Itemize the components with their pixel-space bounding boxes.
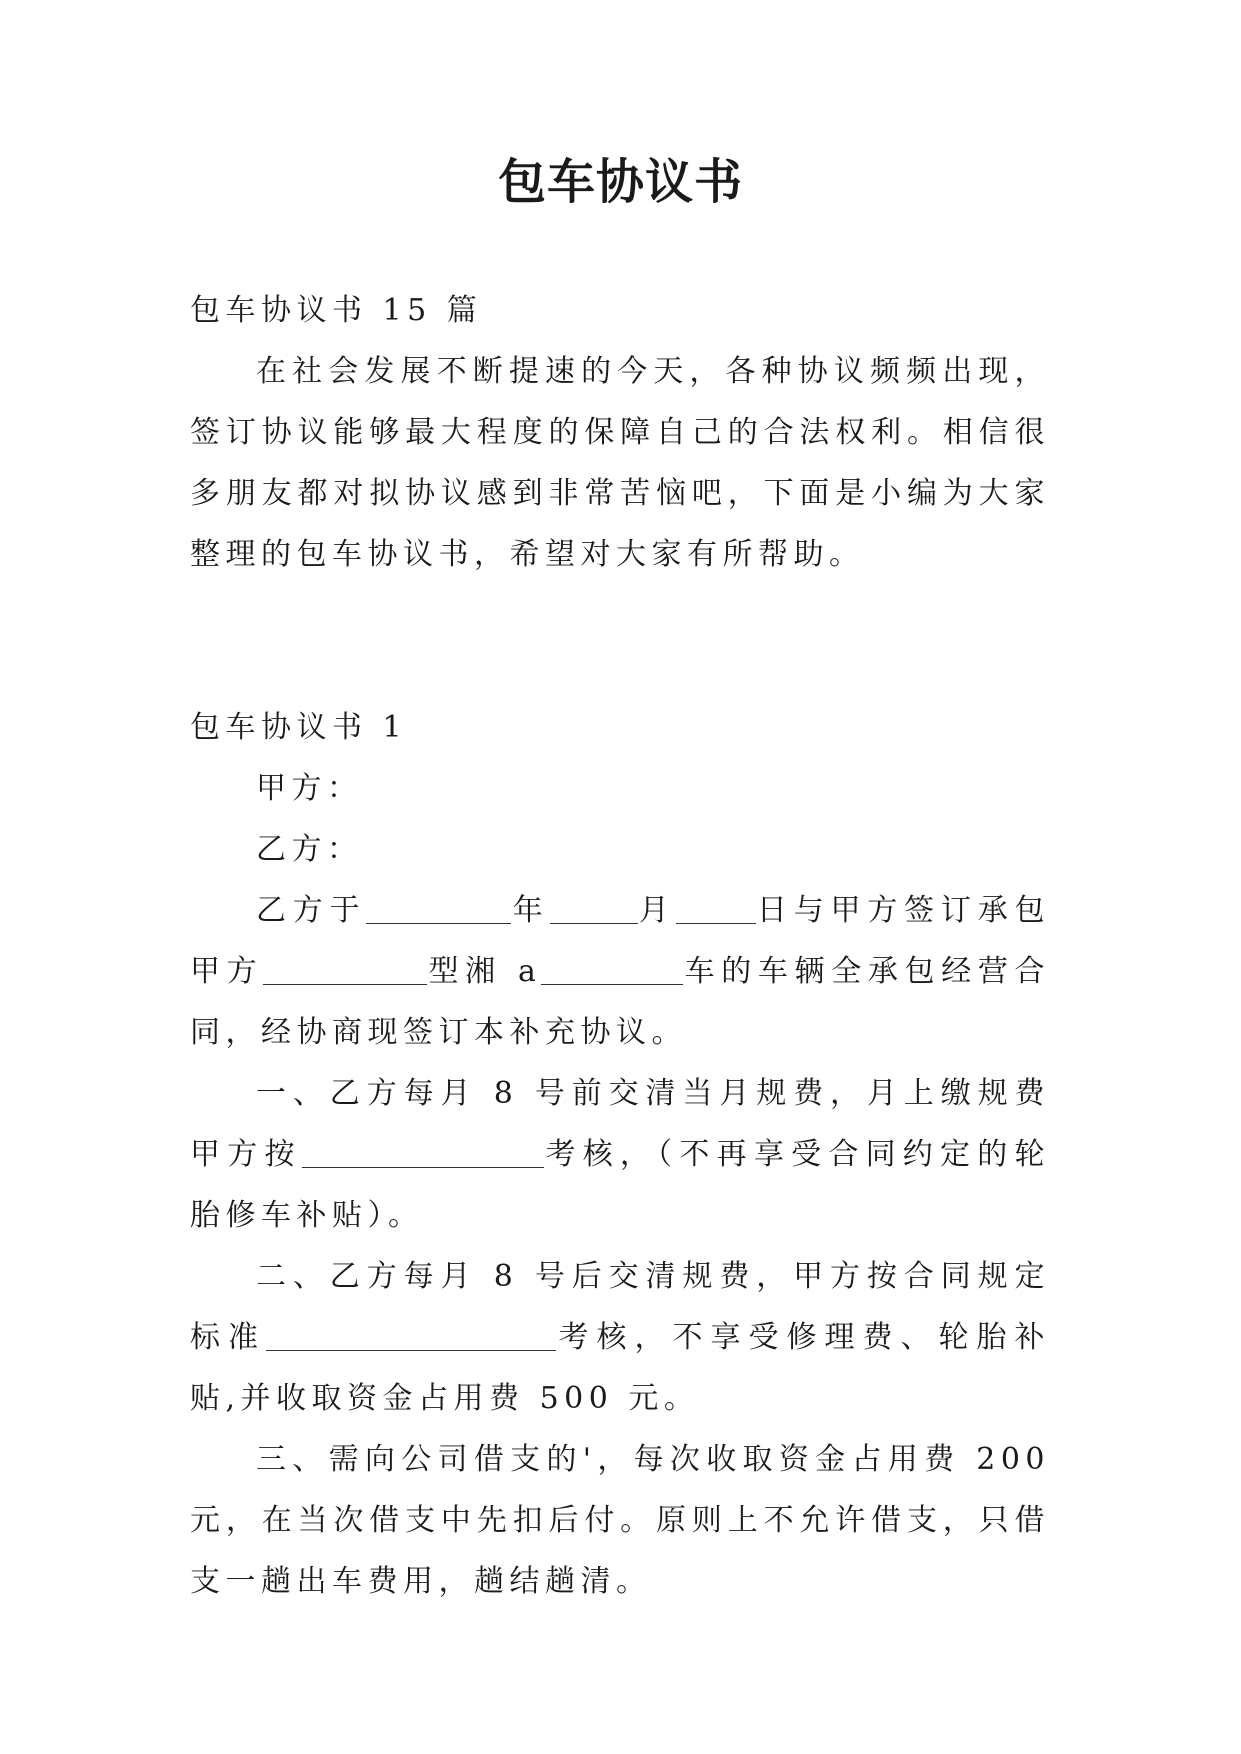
clause-intro	[190, 880, 1050, 1063]
clause-1-text-1: 一、乙方每月 8 号前交清当月规费，月上缴规费甲方按	[190, 1076, 1050, 1172]
intro-block	[190, 280, 1050, 585]
clause-intro-text-4: 日与甲方签订承包甲方	[190, 893, 1051, 989]
intro-paragraph: 在社会发展不断提速的今天，各种协议频频出现，签订协议能够最大程度的保障自己的合法权利。相信很多朋友都对拟协议感到非常苦恼吧，下面是小编为大家整理的包车协议书，希望对大家有所帮助。	[190, 354, 1050, 572]
plate-number-blank	[541, 954, 683, 985]
month-blank	[550, 893, 638, 924]
clause-2	[190, 1246, 1050, 1429]
day-blank	[676, 893, 756, 924]
year-blank	[366, 893, 511, 924]
document-title: 包车协议书	[497, 154, 743, 210]
clause-1-standard-blank	[302, 1137, 544, 1168]
clause-intro-text-3: 月	[637, 893, 676, 928]
clause-2-text-1: 二、乙方每月 8 号后交清规费，甲方按合同规定标准	[190, 1259, 1050, 1355]
party-a-line: 甲方：	[256, 771, 363, 806]
vehicle-model-blank	[263, 954, 427, 985]
section-heading: 包车协议书 1	[190, 710, 408, 745]
agreement-section-1	[190, 697, 1050, 1612]
intro-heading: 包车协议书 15 篇	[190, 293, 483, 328]
clause-3: 三、需向公司借支的'，每次收取资金占用费 200 元，在当次借支中先扣后付。原则上不允许借支，只借支一趟出车费用，趟结趟清。	[190, 1442, 1050, 1599]
clause-intro-text-6: 车的车辆全承包经营合同，经协商现签订本补充协议。	[190, 954, 1051, 1050]
clause-intro-text-2: 年	[511, 893, 550, 928]
clause-1-text-2: 考核，（不再享受合同约定的轮胎修车补贴）。	[190, 1137, 1051, 1233]
clause-2-text-2: 考核，不享受修理费、轮胎补贴,并收取资金占用费 500 元。	[190, 1320, 1050, 1416]
party-b-line: 乙方：	[256, 832, 363, 867]
clause-intro-text-5: 型湘 a	[427, 954, 542, 989]
clause-2-standard-blank	[266, 1320, 556, 1351]
clause-1	[190, 1063, 1050, 1246]
clause-intro-text-1: 乙方于	[256, 893, 367, 928]
